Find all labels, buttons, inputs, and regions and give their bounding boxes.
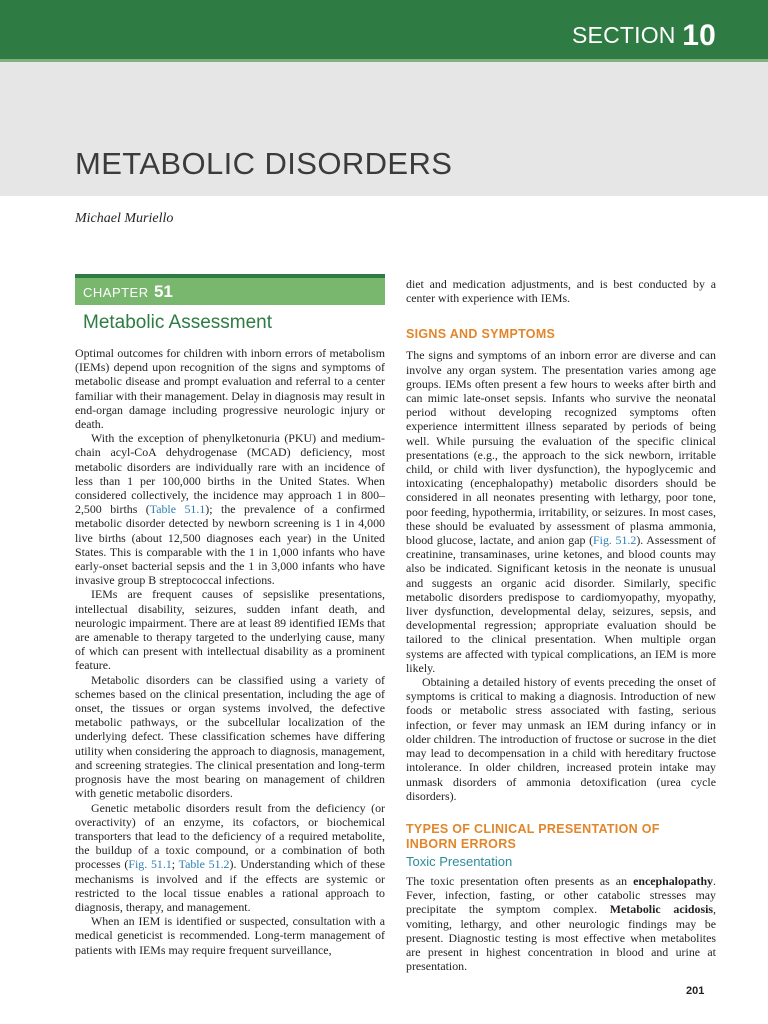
paragraph-toxic-text-d: , vomiting, lethargy, and other neurologic findings may be present. Diagnostic testing is most effective when metabolites are present in highest concentration in blood and urine at presentation. bbox=[406, 902, 716, 974]
paragraph-signs bbox=[406, 348, 716, 675]
paragraph-signs-text-a: The signs and symptoms of an inborn error are diverse and can involve any organ system. The presentation varies among age groups. IEMs often present a few hours to weeks after birth and can mimic late-onset sepsis. Infants who survive the neonatal period without developing recognized symptoms often experience intermittent illness separated by periods of being well. While pursuing the evaluation of the specific clinical presentations (e.g., the approach to the sick newborn, irritable child, or child with liver dysfunction), the hypoglycemic and intoxicating (encephalopathy) metabolic disorders should be considered in all neonates presenting with lethargy, poor tone, poor feeding, hypothermia, irritability, or seizures. In most cases, these should be evaluated by assessment of plasma ammonia, blood glucose, lactate, and anion gap ( bbox=[406, 348, 716, 548]
paragraph-toxic-text-a: The toxic presentation often presents as an bbox=[406, 873, 634, 888]
paragraph-genetic-text-b: ). Understanding which of these mechanisms is involved and if the effects are systemic or restricted to the local tissue enables a rational approach to diagnosis, therapy, and management. bbox=[75, 857, 386, 914]
ref-separator: ; bbox=[171, 857, 179, 872]
paragraph-sepsislike: IEMs are frequent causes of sepsislike presentations, intellectual disability, seizures, sudden infant death, and neurologic impairment. There are at least 89 identified IEMs that are amenable to therapy targeted to the underlying cause, many of which can present with intellectual disability as a prominent feature. bbox=[75, 587, 385, 673]
paragraph-incidence-text-a: With the exception of phenylketonuria (PKU) and medium-chain acyl-CoA dehydrogenase (MCAD) deficiency, most metabolic disorders are individually rare with an incidence of less than 1 per 100,000 births in the United States. When considered collectively, the incidence may approach 1 in 800–2,500 births ( bbox=[75, 431, 385, 517]
section-title: METABOLIC DISORDERS bbox=[75, 146, 453, 181]
section-number: 10 bbox=[682, 19, 716, 52]
page-number: 201 bbox=[686, 985, 705, 997]
paragraph-toxic-text-c: . Fever, infection, fasting, or other catabolic stresses may precipitate the symptom complex. bbox=[406, 873, 716, 917]
term-encephalopathy: encephalopathy bbox=[633, 873, 714, 888]
heading-signs-symptoms: SIGNS AND SYMPTOMS bbox=[406, 327, 556, 342]
section-word: SECTION bbox=[571, 22, 676, 48]
table-51-2-link[interactable]: Table 51.2 bbox=[178, 857, 230, 872]
paragraph-classification: Metabolic disorders can be classified using a variety of schemes based on the clinical presentation, including the age of onset, the tissues or organ systems involved, the defective metabolic pathways, or the subcellular localization of the underlying defect. These classification schemes have differing utility when considering the approach to diagnosis, management, and screening strategies. The clinical presentation and long-term prognosis have the most bearing on management of children with genetic metabolic disorders. bbox=[75, 672, 385, 801]
section-label bbox=[572, 17, 716, 51]
paragraph-incidence-text-b: ); the prevalence of a confirmed metabolic disorder detected by newborn screening is 1 in 4,000 live births (about 12,500 diagnoses each year) in the United States. This is comparable with the 1 in 1,000 infants who have early-onset bacterial sepsis and the 1 in 3,000 infants who have invasive group B streptococcal infections. bbox=[75, 502, 386, 588]
chapter-number: 51 bbox=[153, 282, 173, 301]
paragraph-signs-text-b: ). Assessment of creatinine, transaminases, urine ketones, and blood counts may also be indicated. Significant ketosis in the neonate is unusual and suggests an organic acid disorder. Similarly, specific metabolic disorders predispose to cardiomyopathy, myopathy, liver dysfunction, developmental delay, seizures, sepsis, and developmental regression; appropriate evaluation should be tailored to the clinical presentation. When multiple organ systems are affected with typical complications, an IEM is more likely. bbox=[406, 533, 716, 675]
paragraph-toxic bbox=[406, 874, 716, 973]
paragraph-history: Obtaining a detailed history of events preceding the onset of symptoms is critical to making a diagnosis. Introduction of new foods or metabolic stress associated with fasting, serious infection, or fever may unmask an IEM during infancy or in older children. The introduction of fructose or sucrose in the diet may lead to decompensation in a child with hereditary fructose intolerance. In older children, increased protein intake may unmask disorders of ammonia detoxification (urea cycle disorders). bbox=[406, 675, 716, 803]
fig-51-2-link[interactable]: Fig. 51.2 bbox=[593, 533, 637, 548]
author-name: Michael Muriello bbox=[75, 211, 174, 226]
title-band bbox=[0, 62, 768, 196]
left-column bbox=[75, 274, 385, 957]
paragraph-genetic bbox=[75, 801, 385, 915]
heading-types-line-2: INBORN ERRORS bbox=[406, 836, 517, 851]
paragraph-genetic-text-a: Genetic metabolic disorders result from the deficiency (or overactivity) of an enzyme, its cofactors, or biochemical transporters that lead to the deficiency of a required metabolite, the buildup of a toxic compound, or a combination of both processes ( bbox=[75, 800, 385, 872]
subheading-toxic-presentation: Toxic Presentation bbox=[406, 853, 513, 869]
section-header-band bbox=[0, 0, 768, 62]
chapter-title: Metabolic Assessment bbox=[83, 312, 273, 333]
paragraph-incidence bbox=[75, 431, 385, 587]
paragraph-consultation: When an IEM is identified or suspected, consultation with a medical geneticist is recommended. Long-term management of patients with IEMs may require frequent surveillance, bbox=[75, 914, 385, 957]
right-column bbox=[406, 277, 716, 973]
paragraph-continuation: diet and medication adjustments, and is best conducted by a center with experience with IEMs. bbox=[406, 277, 716, 306]
table-51-1-link[interactable]: Table 51.1 bbox=[149, 502, 206, 517]
heading-types-line-1: TYPES OF CLINICAL PRESENTATION OF bbox=[406, 821, 660, 836]
chapter-word: CHAPTER bbox=[83, 285, 149, 300]
fig-51-1-link[interactable]: Fig. 51.1 bbox=[128, 857, 172, 872]
paragraph-intro: Optimal outcomes for children with inborn errors of metabolism (IEMs) depend upon recognition of the signs and symptoms of metabolic disease and prompt evaluation and referral to a center familiar with their management. Delay in diagnosis may result in end-organ damage including progressive neurologic injury or death. bbox=[75, 346, 385, 432]
term-metabolic-acidosis: Metabolic acidosis bbox=[609, 902, 714, 917]
chapter-banner bbox=[75, 274, 385, 305]
